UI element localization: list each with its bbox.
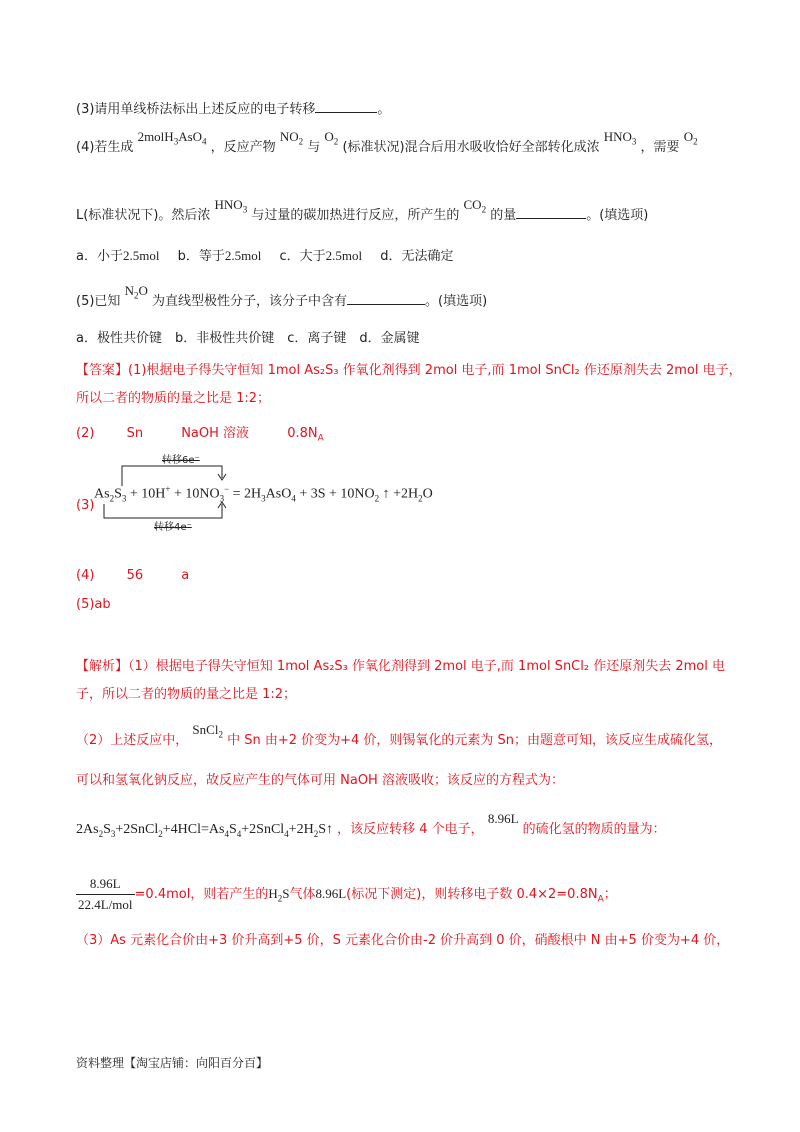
answer-line-2: 所以二者的物质的量之比是 1:2； xyxy=(76,391,271,406)
transfer-bottom-label: 转移4e⁻ xyxy=(154,522,192,533)
analysis-line-2: 子，所以二者的物质的量之比是 1:2； xyxy=(76,687,297,702)
analysis-line-3: （2）上述反应中， SnCl$_2$ 中 Sn 由+2 价变为+4 价，则锡氧化的元素为 Sn；由题意可知，该反应生成硫化氢， xyxy=(76,722,723,748)
analysis-line-6: $\frac{8.96L}{\text{22.4L/mol}}$ =0.4mol，则若产生的$H_2S$气体8.96L(标况下测定)，则转移电子数 $0.4\times 2=0.8N_A$； xyxy=(76,874,740,915)
answer-blank xyxy=(516,206,586,219)
formula-n2o: $N_2O$ xyxy=(124,283,148,301)
question-4-options: a．小于2.5mol b．等于2.5mol c．大于2.5mol d．无法确定 xyxy=(76,248,454,264)
question-3: (3)请用单线桥法标出上述反应的电子转移 。 xyxy=(76,102,391,117)
reaction-equation: $2As_2S_3+2SnCl_2+4HCl=As_4S_4+2SnCl_4+2H_2S↑$ xyxy=(76,822,333,839)
formula-h3aso4: 2molH$_3$AsO$_4$ xyxy=(137,129,207,147)
question-5: (5)已知 $N_2O$ 为直线型极性分子，该分子中含有 。(填选项) xyxy=(76,283,488,309)
answer-3-label: (3) xyxy=(76,498,95,513)
electron-transfer-diagram xyxy=(94,448,514,538)
formula-sncl2: SnCl$_2$ xyxy=(192,722,223,740)
transfer-top-label: 转移6e⁻ xyxy=(162,455,200,466)
answer-4: (4) 56 a xyxy=(76,568,190,583)
formula-no2: $NO_2$ xyxy=(279,129,304,147)
redox-equation: $As_2S_3 + 10H^+ + 10NO_3^- = 2H_3AsO_4 + 3S + 10NO_2$ ↑ $+2H_2O$ xyxy=(94,484,433,504)
analysis-line-4: 可以和氢氧化钠反应，故反应产生的气体可用 NaOH 溶液吸收；该反应的方程式为： xyxy=(76,773,564,788)
formula-h2s: $H_2S$ xyxy=(268,886,290,904)
answer-5: (5)ab xyxy=(76,597,111,612)
answer-2: (2) Sn NaOH 溶液 $0.8N_A$ xyxy=(76,426,324,444)
question-5-options: a．极性共价键 b．非极性共价键 c．离子键 d．金属键 xyxy=(76,331,420,346)
formula-co2: $CO_2$ xyxy=(463,197,487,215)
formula-o2-2: $O_2$ xyxy=(683,129,698,147)
question-4-line-1: (4)若生成 2molH$_3$AsO$_4$ ，反应产物 $NO_2$ 与 $O_2$ (标准状况)混合后用水吸收恰好全部转化成浓 $HNO_3$ ，需要 $O_2$ xyxy=(76,129,698,155)
answer-line-1: 【答案】(1)根据电子得失守恒知 1mol As₂S₃ 作氧化剂得到 2mol 电子,而 1mol SnCl₂ 作还原剂失去 2mol 电子， xyxy=(76,363,742,378)
answer-blank xyxy=(315,100,377,113)
analysis-line-5: $2As_2S_3+2SnCl_2+4HCl=As_4S_4+2SnCl_4+2H_2S↑$ ，该反应转移 4 个电子， 8.96L 的硫化氢的物质的量为： xyxy=(76,811,666,839)
footer: 资料整理【淘宝店铺：向阳百分百】 xyxy=(76,1056,269,1070)
formula-o2: $O_2$ xyxy=(324,129,339,147)
question-4-line-2: L(标准状况下)。然后浓 $HNO_3$ 与过量的碳加热进行反应，所产生的 $CO_2$ 的量 。(填选项) xyxy=(76,197,649,223)
formula-hno3: $HNO_3$ xyxy=(603,129,637,147)
analysis-line-1: 【解析】（1）根据电子得失守恒知 1mol As₂S₃ 作氧化剂得到 2mol 电子,而 1mol SnCl₂ 作还原剂失去 2mol 电 xyxy=(76,659,725,674)
fraction: $\frac{8.96L}{\text{22.4L/mol}}$ xyxy=(76,874,135,915)
answer-blank xyxy=(347,292,425,305)
analysis-line-7: （3）As 元素化合价由+3 价升高到+5 价，S 元素化合价由-2 价升高到 0 价，硝酸根中 N 由+5 价变为+4 价， xyxy=(76,933,730,948)
formula-hno3-2: $HNO_3$ xyxy=(214,197,248,215)
